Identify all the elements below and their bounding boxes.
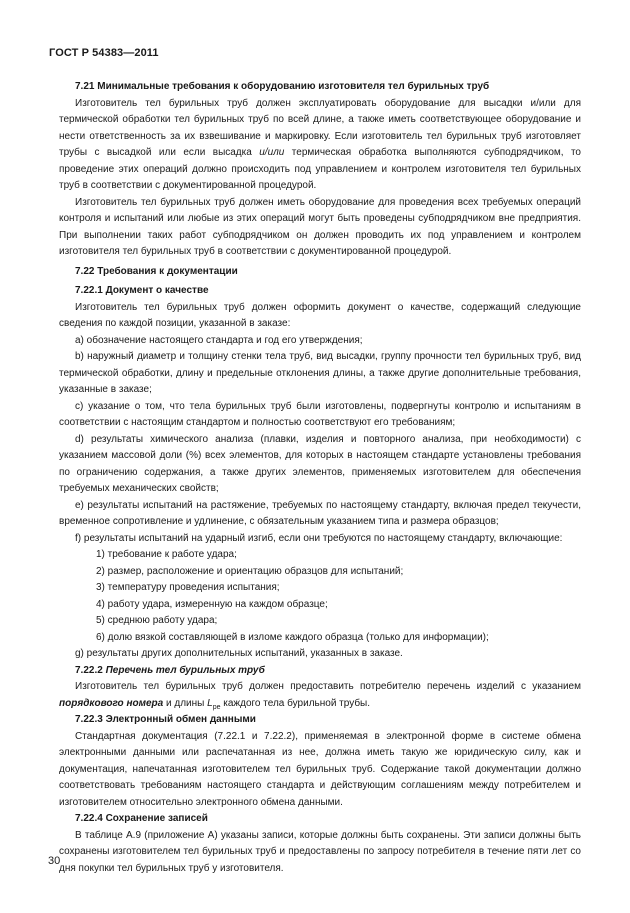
list-item-g: g) результаты других дополнительных испытаний, указанных в заказе. <box>75 648 403 659</box>
section-7-22-2-paragraph <box>59 679 581 712</box>
section-7-21-paragraph-2: Изготовитель тел бурильных труб должен иметь оборудование для проведения всех требуемых операций контроля и испытаний или любые из этих операций могут быть проведены субподрядчиком вне предприятия. При выполнении таких работ субподрядчиком он должен проводить их под управлением и контролем изготовителя тел бурильных труб в соответствии с документированной процедурой. <box>59 196 581 257</box>
list-item-f: f) результаты испытаний на ударный изгиб, если они требуются по настоящему стандарту, включающие: <box>75 532 563 544</box>
section-7-22-4-paragraph: В таблице А.9 (приложение А) указаны записи, которые должны быть сохранены. Эти записи должны быть сохранены изготовителем тел бурильных труб и предоставлены по запросу потребителя в течение пяти лет со дня покупки тел бурильных труб у изготовителя. <box>59 829 581 874</box>
section-7-22-1-intro: Изготовитель тел бурильных труб должен оформить документ о качестве, содержащий следующие сведения по каждой позиции, указанной в заказе: <box>59 301 581 329</box>
symbol-L: L <box>207 697 213 709</box>
list-item-e: e) результаты испытаний на растяжение, требуемых по настоящему стандарту, включая предел текучести, временное сопротивление и удлинение, с обязательным указанием типа и размера образцов; <box>59 499 581 527</box>
section-7-21-paragraph-1 <box>59 96 581 195</box>
section-7-22-3-heading: 7.22.3 Электронный обмен данными <box>75 714 256 725</box>
section-7-21-heading: 7.21 Минимальные требования к оборудованию изготовителя тел бурильных труб <box>75 81 490 92</box>
text-run: и длины <box>163 697 208 709</box>
sub-item-2: 2) размер, расположение и ориентацию образцов для испытаний; <box>96 565 404 577</box>
section-7-22-4-heading: 7.22.4 Сохранение записей <box>75 813 208 824</box>
text-run: Изготовитель тел бурильных труб должен эксплуатировать оборудование для высадки и/или для термической обработки тел бурильных труб по всей длине, а также иметь соответствующее оборудование и нести ответственность за их взвешивание и маркировку. Если изготовитель тел бурильных труб изготовляет трубы с высадкой или если высадка <box>59 97 581 158</box>
section-number: 7.22.2 <box>75 664 103 676</box>
sub-item-1: 1) требование к работе удара; <box>96 549 237 560</box>
section-7-22-heading: 7.22 Требования к документации <box>75 265 238 277</box>
section-7-22-1-heading: 7.22.1 Документ о качестве <box>75 285 209 296</box>
section-7-22-3-paragraph: Стандартная документация (7.22.1 и 7.22.2), применяемая в электронной форме в системе обмена электронными данными или распечатанная из нее, должна иметь такую же юридическую силу, как и документация, напечатанная изготовителем тел бурильных труб. Содержание такой документации должно соответствовать требованиям настоящего стандарта и действующим соглашениям между потребителем и изготовителем относительно электронного обмена данными. <box>59 730 581 808</box>
list-item-d: d) результаты химического анализа (плавки, изделия и повторного анализа, при необходимости) с указанием массовой доли (%) всех элементов, для которых в настоящем стандарте установлены требования по ограничению содержания, а также других элементов, применяемых изготовителем для обеспечения требуемых механических свойств; <box>59 433 581 494</box>
list-item-a: a) обозначение настоящего стандарта и год его утверждения; <box>75 334 363 346</box>
sub-item-4: 4) работу удара, измеренную на каждом образце; <box>96 598 328 610</box>
list-item-b: b) наружный диаметр и толщину стенки тела труб, вид высадки, группу прочности тел бурильных труб, вид термической обработки, длину и предельные отклонения длины, а также другие дополнительные требования, указанные в заказе; <box>59 351 581 395</box>
text-run: Изготовитель тел бурильных труб должен предоставить потребителю перечень изделий с указанием <box>75 681 581 692</box>
sub-item-6: 6) долю вязкой составляющей в изломе каждого образца (только для информации); <box>96 631 489 643</box>
emphasis-text: и/или <box>259 147 285 158</box>
page-content <box>59 79 581 877</box>
text-run: каждого тела бурильной трубы. <box>220 697 371 709</box>
section-7-22-2-heading <box>75 663 581 680</box>
emphasis-text: порядкового номера <box>59 697 164 709</box>
section-title: Перечень тел бурильных труб <box>105 664 265 676</box>
text-run: термическая обработка выполняются субподрядчиком, то проведение этих операций должно происходить под управлением и контролем изготовителя тел бурильных труб в соответствии с документированной процедурой. <box>59 147 581 191</box>
list-item-c: c) указание о том, что тела бурильных труб были изготовлены, подвергнуты контролю и испытаниям в соответствии с настоящим стандартом и полностью соответствуют его требованиям; <box>59 400 581 428</box>
symbol-subscript: pe <box>212 703 221 711</box>
sub-item-5: 5) среднюю работу удара; <box>96 615 218 626</box>
sub-item-3: 3) температуру проведения испытания; <box>96 582 280 593</box>
page-number: 30 <box>48 855 61 867</box>
document-id: ГОСТ Р 54383—2011 <box>49 47 159 59</box>
